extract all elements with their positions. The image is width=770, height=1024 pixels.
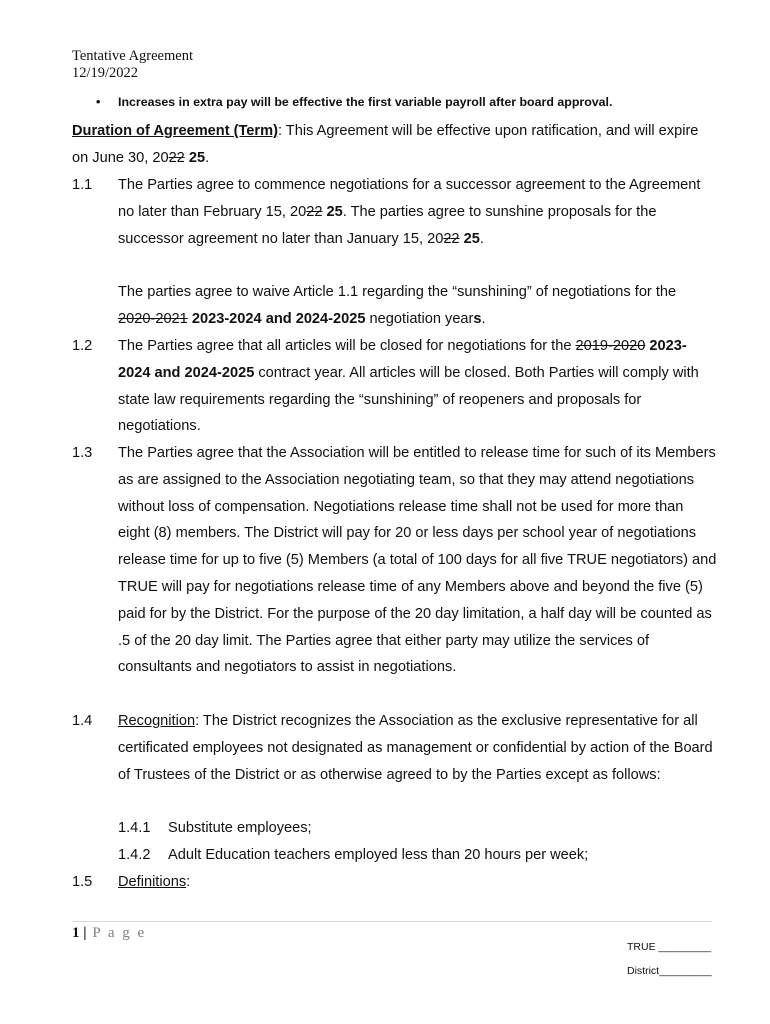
initials-true: TRUE _________ <box>627 941 712 953</box>
definitions-heading: Definitions <box>118 874 187 890</box>
subsection-number: 1.4.1 <box>118 820 151 836</box>
added-text: 25 <box>459 230 480 247</box>
recognition-heading: Recognition <box>118 713 196 729</box>
bullet-dot-icon: • <box>96 95 101 109</box>
section-text: contract year. All articles will be closed. Both Parties will comply with state law requirements regarding the “sunshining” of reopeners and proposals for negotiations. <box>118 364 699 435</box>
section-1-1 <box>72 172 717 333</box>
struck-text: 2020-2021 <box>118 310 188 327</box>
subsection-number: 1.4.2 <box>118 847 151 863</box>
initials-district: District_________ <box>627 965 712 977</box>
duration-paragraph <box>72 118 712 172</box>
footer-divider <box>72 921 712 922</box>
added-text: 25 <box>322 203 343 220</box>
page-number <box>72 925 146 942</box>
section-number: 1.2 <box>72 338 93 354</box>
section-text: . The parties agree to sunshine proposals for the successor agreement no later than January 15, 20 <box>118 203 657 247</box>
section-text: The Parties agree to commence negotiations for a successor agreement to the Agreement no later than February 15, 20 <box>118 177 701 220</box>
section-1-3 <box>72 440 717 681</box>
page-label: P a g e <box>86 925 147 941</box>
subsection-1-4-1 <box>118 815 312 842</box>
bullet-item <box>96 95 612 109</box>
added-text: 2023-2024 and 2024-2025 <box>187 310 366 327</box>
bullet-text: Increases in extra pay will be effective the first variable payroll after board approval. <box>118 95 613 109</box>
section-1-4 <box>72 708 717 788</box>
struck-text: 22 <box>306 203 323 220</box>
struck-text: 2019-2020 <box>575 338 646 354</box>
section-1-5 <box>72 869 717 896</box>
definitions-tail: : <box>186 874 191 890</box>
section-text: : The District recognizes the Association as the exclusive representative for all certificated employees not designated as management or confidential by action of the Board of Trustees of the District or as otherwise agreed to by the Parties except as follows: <box>118 713 713 783</box>
duration-end: . <box>205 149 210 166</box>
subsection-text: Substitute employees; <box>168 820 312 836</box>
waiver-text: negotiation year <box>365 310 474 327</box>
section-number: 1.1 <box>72 177 93 193</box>
duration-text: : This Agreement will be effective upon ratification, and will expire on June 30, 20 <box>72 123 699 166</box>
struck-text: 22 <box>443 230 460 247</box>
added-text: 2023-2024 and 2024-2025 <box>118 338 687 381</box>
duration-added: 25 <box>184 149 206 166</box>
section-text: The Parties agree that the Association will be entitled to release time for such of its Members as are assigned to the Association negotiating team, so that they may attend negotiations without loss of compensation. Negotiations release time shall not be used for more than eight (8) members. The District will pay for 20 or less days per school year of negotiations release time for up to five (5) Members (a total of 100 days for all five TRUE negotiators) and TRUE will pay for negotiations release time of any Members above and beyond the five (5) paid for by the District. For the purpose of the 20 day limitation, a half day will be counted as .5 of the 20 day limit. The Parties agree that either party may utilize the services of consultants and negotiators to assist in negotiations. <box>118 445 717 676</box>
section-number: 1.5 <box>72 874 93 890</box>
duration-struck: 22 <box>168 149 185 166</box>
section-1-2 <box>72 333 717 440</box>
subsection-1-4-2 <box>118 842 588 869</box>
section-number: 1.3 <box>72 445 93 461</box>
section-number: 1.4 <box>72 713 93 729</box>
header-title: Tentative Agreement <box>72 48 193 64</box>
duration-heading: Duration of Agreement (Term) <box>72 123 278 139</box>
header-date: 12/19/2022 <box>72 65 139 81</box>
waiver-text: The parties agree to waive Article 1.1 regarding the “sunshining” of negotiations for the <box>118 284 677 301</box>
document-header <box>72 48 193 82</box>
page-separator: | <box>83 925 87 941</box>
added-text: s <box>473 310 482 327</box>
page-number-value: 1 <box>72 925 80 941</box>
subsection-text: Adult Education teachers employed less than 20 hours per week; <box>168 847 589 863</box>
waiver-text: . <box>481 310 486 327</box>
section-text: . <box>479 230 484 247</box>
section-text: The Parties agree that all articles will be closed for negotiations for the <box>118 338 576 354</box>
